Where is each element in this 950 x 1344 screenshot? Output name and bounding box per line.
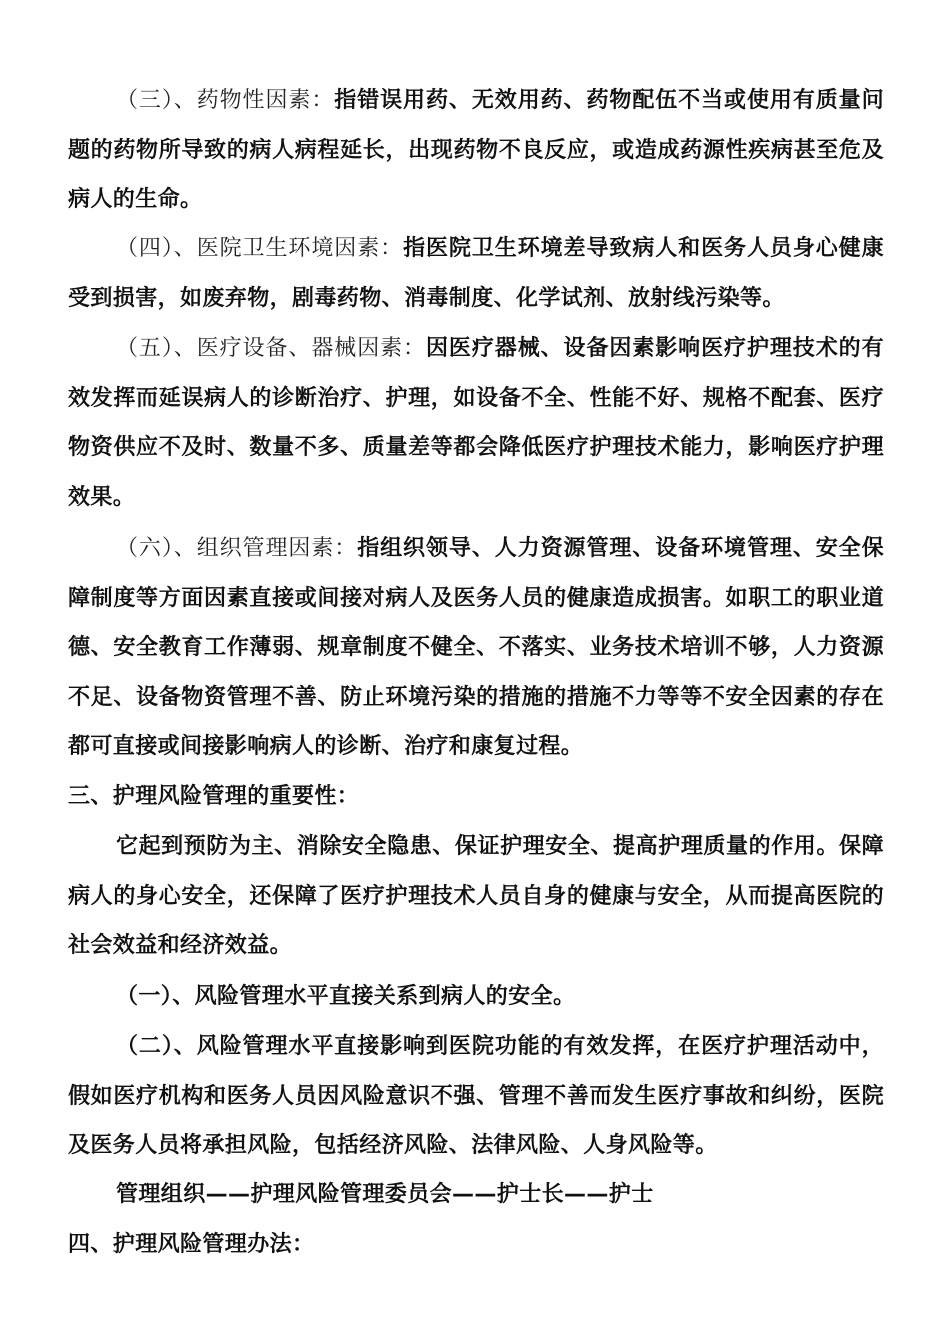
section-3-item-1: （一）、风险管理水平直接关系到病人的安全。 <box>116 984 576 1009</box>
paragraph-equipment-factors <box>68 324 884 522</box>
paragraph-body: 指错误用药、无效用药、药物配伍不当或使用有质量问题的药物所导致的病人病程延长，出现药物不良反应，或造成药源性疾病甚至危及病人的生命。 <box>68 88 884 212</box>
section-3-item-2: （二）、风险管理水平直接影响到医院功能的有效发挥，在医疗护理活动中，假如医疗机构和医务人员因风险意识不强、管理不善而发生医疗事故和纠纷，医院及医务人员将承担风险，包括经济风险、法律风险、人身风险等。 <box>68 1034 884 1158</box>
section-4-heading: 四、护理风险管理办法： <box>68 1232 315 1257</box>
paragraph-body: 因医疗器械、设备因素影响医疗护理技术的有效发挥而延误病人的诊断治疗、护理，如设备不全、性能不好、规格不配套、医疗物资供应不及时、数量不多、质量差等都会降低医疗护理技术能力，影响医疗护理效果。 <box>68 336 884 510</box>
paragraph-lead: （六）、组织管理因素： <box>116 536 358 561</box>
section-3-heading: 三、护理风险管理的重要性： <box>68 784 360 809</box>
paragraph-management-factors <box>68 524 884 772</box>
paragraph-body: 指组织领导、人力资源管理、设备环境管理、安全保障制度等方面因素直接或间接对病人及医务人员的健康造成损害。如职工的职业道德、安全教育工作薄弱、规章制度不健全、不落实、业务技术培训不够，人力资源不足、设备物资管理不善、防止环境污染的措施的措施不力等等不安全因素的存在都可直接或间接影响病人的诊断、治疗和康复过程。 <box>68 536 884 759</box>
section-3-intro: 它起到预防为主、消除安全隐患、保证护理安全、提高护理质量的作用。保障病人的身心安全，还保障了医疗护理技术人员自身的健康与安全，从而提高医院的社会效益和经济效益。 <box>68 834 884 958</box>
paragraph-lead: （三）、药物性因素： <box>116 88 335 113</box>
paragraph-drug-factors <box>68 76 884 225</box>
paragraph-lead: （五）、医疗设备、器械因素： <box>116 336 426 361</box>
paragraph-body: 指医院卫生环境差导致病人和医务人员身心健康受到损害，如废弃物，剧毒药物、消毒制度、化学试剂、放射线污染等。 <box>68 236 885 311</box>
management-chain: 管理组织——护理风险管理委员会——护士长——护士 <box>116 1182 654 1207</box>
paragraph-lead: （四）、医院卫生环境因素： <box>116 236 404 261</box>
paragraph-hygiene-factors <box>68 224 884 323</box>
